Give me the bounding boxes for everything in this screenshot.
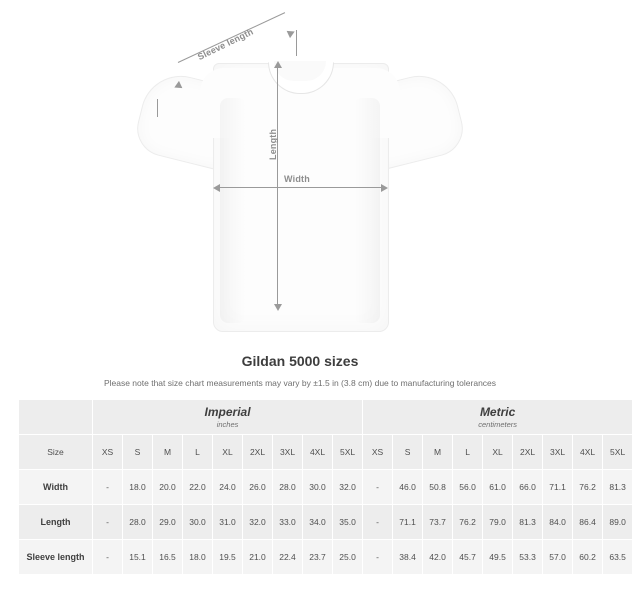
cell-sleeve-imperial-xs: - bbox=[93, 540, 123, 575]
cell-length-metric-xl: 79.0 bbox=[483, 505, 513, 540]
cell-width-imperial-5xl: 32.0 bbox=[333, 470, 363, 505]
cell-sleeve-metric-s: 38.4 bbox=[393, 540, 423, 575]
cell-sleeve-metric-4xl: 60.2 bbox=[573, 540, 603, 575]
header-metric-4xl: 4XL bbox=[573, 435, 603, 470]
cell-sleeve-imperial-xl: 19.5 bbox=[213, 540, 243, 575]
header-metric-xs: XS bbox=[363, 435, 393, 470]
cell-width-metric-m: 50.8 bbox=[423, 470, 453, 505]
header-metric-l: L bbox=[453, 435, 483, 470]
cell-length-metric-2xl: 81.3 bbox=[513, 505, 543, 540]
cell-sleeve-metric-m: 42.0 bbox=[423, 540, 453, 575]
row-label-width: Width bbox=[19, 470, 93, 505]
header-metric-3xl: 3XL bbox=[543, 435, 573, 470]
cell-sleeve-metric-2xl: 53.3 bbox=[513, 540, 543, 575]
cell-width-imperial-l: 22.0 bbox=[183, 470, 213, 505]
header-size-label: Size bbox=[19, 435, 93, 470]
header-metric-m: M bbox=[423, 435, 453, 470]
cell-length-imperial-3xl: 33.0 bbox=[273, 505, 303, 540]
cell-length-imperial-2xl: 32.0 bbox=[243, 505, 273, 540]
cell-length-imperial-xl: 31.0 bbox=[213, 505, 243, 540]
cell-length-imperial-m: 29.0 bbox=[153, 505, 183, 540]
cell-width-metric-xl: 61.0 bbox=[483, 470, 513, 505]
cell-length-imperial-xs: - bbox=[93, 505, 123, 540]
cell-length-metric-s: 71.1 bbox=[393, 505, 423, 540]
sleeve-measure-tick bbox=[296, 30, 297, 56]
table-row bbox=[19, 470, 633, 505]
cell-width-metric-4xl: 76.2 bbox=[573, 470, 603, 505]
cell-length-metric-l: 76.2 bbox=[453, 505, 483, 540]
row-label-sleeve-length: Sleeve length bbox=[19, 540, 93, 575]
group-empty-cell bbox=[19, 400, 93, 435]
table-row bbox=[19, 540, 633, 575]
tshirt-graphic bbox=[140, 38, 460, 330]
sleeve-measure-arrow-end bbox=[287, 28, 297, 38]
table-row bbox=[19, 505, 633, 540]
cell-sleeve-imperial-s: 15.1 bbox=[123, 540, 153, 575]
cell-length-metric-m: 73.7 bbox=[423, 505, 453, 540]
cell-width-imperial-4xl: 30.0 bbox=[303, 470, 333, 505]
group-metric bbox=[363, 400, 633, 435]
group-imperial-unit: inches bbox=[216, 419, 239, 429]
size-table bbox=[18, 399, 633, 575]
cell-length-imperial-4xl: 34.0 bbox=[303, 505, 333, 540]
cell-length-metric-4xl: 86.4 bbox=[573, 505, 603, 540]
group-metric-unit: centimeters bbox=[478, 419, 517, 429]
width-label: Width bbox=[284, 174, 310, 184]
size-table-wrapper bbox=[0, 399, 626, 575]
header-imperial-4xl: 4XL bbox=[303, 435, 333, 470]
tolerance-note: Please note that size chart measurements may vary by ±1.5 in (3.8 cm) due to manufacturing tolerances bbox=[103, 378, 497, 388]
header-imperial-s: S bbox=[123, 435, 153, 470]
group-imperial bbox=[93, 400, 363, 435]
cell-sleeve-imperial-4xl: 23.7 bbox=[303, 540, 333, 575]
length-label: Length bbox=[268, 128, 278, 160]
cell-width-metric-l: 56.0 bbox=[453, 470, 483, 505]
cell-width-imperial-m: 20.0 bbox=[153, 470, 183, 505]
cell-sleeve-imperial-3xl: 22.4 bbox=[273, 540, 303, 575]
table-group-row bbox=[19, 400, 633, 435]
header-imperial-m: M bbox=[153, 435, 183, 470]
cell-width-metric-s: 46.0 bbox=[393, 470, 423, 505]
cell-width-imperial-xl: 24.0 bbox=[213, 470, 243, 505]
table-header-row bbox=[19, 435, 633, 470]
row-label-length: Length bbox=[19, 505, 93, 540]
cell-width-metric-xs: - bbox=[363, 470, 393, 505]
cell-sleeve-imperial-5xl: 25.0 bbox=[333, 540, 363, 575]
header-imperial-2xl: 2XL bbox=[243, 435, 273, 470]
header-imperial-xs: XS bbox=[93, 435, 123, 470]
cell-sleeve-metric-xl: 49.5 bbox=[483, 540, 513, 575]
sleeve-guide-line bbox=[157, 99, 158, 117]
length-measure-arrow-top bbox=[274, 61, 282, 68]
cell-sleeve-imperial-2xl: 21.0 bbox=[243, 540, 273, 575]
header-imperial-5xl: 5XL bbox=[333, 435, 363, 470]
cell-width-imperial-xs: - bbox=[93, 470, 123, 505]
header-metric-5xl: 5XL bbox=[603, 435, 633, 470]
header-imperial-3xl: 3XL bbox=[273, 435, 303, 470]
group-imperial-name: Imperial bbox=[204, 404, 251, 419]
cell-sleeve-metric-xs: - bbox=[363, 540, 393, 575]
cell-length-metric-xs: - bbox=[363, 505, 393, 540]
tshirt-shade-right bbox=[354, 98, 380, 323]
cell-sleeve-imperial-l: 18.0 bbox=[183, 540, 213, 575]
cell-width-metric-2xl: 66.0 bbox=[513, 470, 543, 505]
cell-width-metric-3xl: 71.1 bbox=[543, 470, 573, 505]
header-metric-xl: XL bbox=[483, 435, 513, 470]
cell-length-imperial-5xl: 35.0 bbox=[333, 505, 363, 540]
cell-width-imperial-s: 18.0 bbox=[123, 470, 153, 505]
header-imperial-xl: XL bbox=[213, 435, 243, 470]
tshirt-shade-left bbox=[220, 98, 246, 323]
length-measure-arrow-bottom bbox=[274, 304, 282, 311]
header-metric-2xl: 2XL bbox=[513, 435, 543, 470]
page-title: Gildan 5000 sizes bbox=[241, 353, 359, 369]
cell-length-metric-3xl: 84.0 bbox=[543, 505, 573, 540]
width-measure-arrow-left bbox=[213, 184, 220, 192]
cell-width-imperial-2xl: 26.0 bbox=[243, 470, 273, 505]
cell-width-imperial-3xl: 28.0 bbox=[273, 470, 303, 505]
cell-length-metric-5xl: 89.0 bbox=[603, 505, 633, 540]
width-measure-line bbox=[218, 187, 385, 188]
header-metric-s: S bbox=[393, 435, 423, 470]
cell-sleeve-imperial-m: 16.5 bbox=[153, 540, 183, 575]
header-imperial-l: L bbox=[183, 435, 213, 470]
cell-sleeve-metric-3xl: 57.0 bbox=[543, 540, 573, 575]
cell-width-metric-5xl: 81.3 bbox=[603, 470, 633, 505]
sleeve-length-label: Sleeve length bbox=[196, 26, 255, 62]
width-measure-arrow-right bbox=[381, 184, 388, 192]
cell-sleeve-metric-5xl: 63.5 bbox=[603, 540, 633, 575]
group-metric-name: Metric bbox=[479, 404, 516, 419]
cell-length-imperial-s: 28.0 bbox=[123, 505, 153, 540]
cell-sleeve-metric-l: 45.7 bbox=[453, 540, 483, 575]
cell-length-imperial-l: 30.0 bbox=[183, 505, 213, 540]
